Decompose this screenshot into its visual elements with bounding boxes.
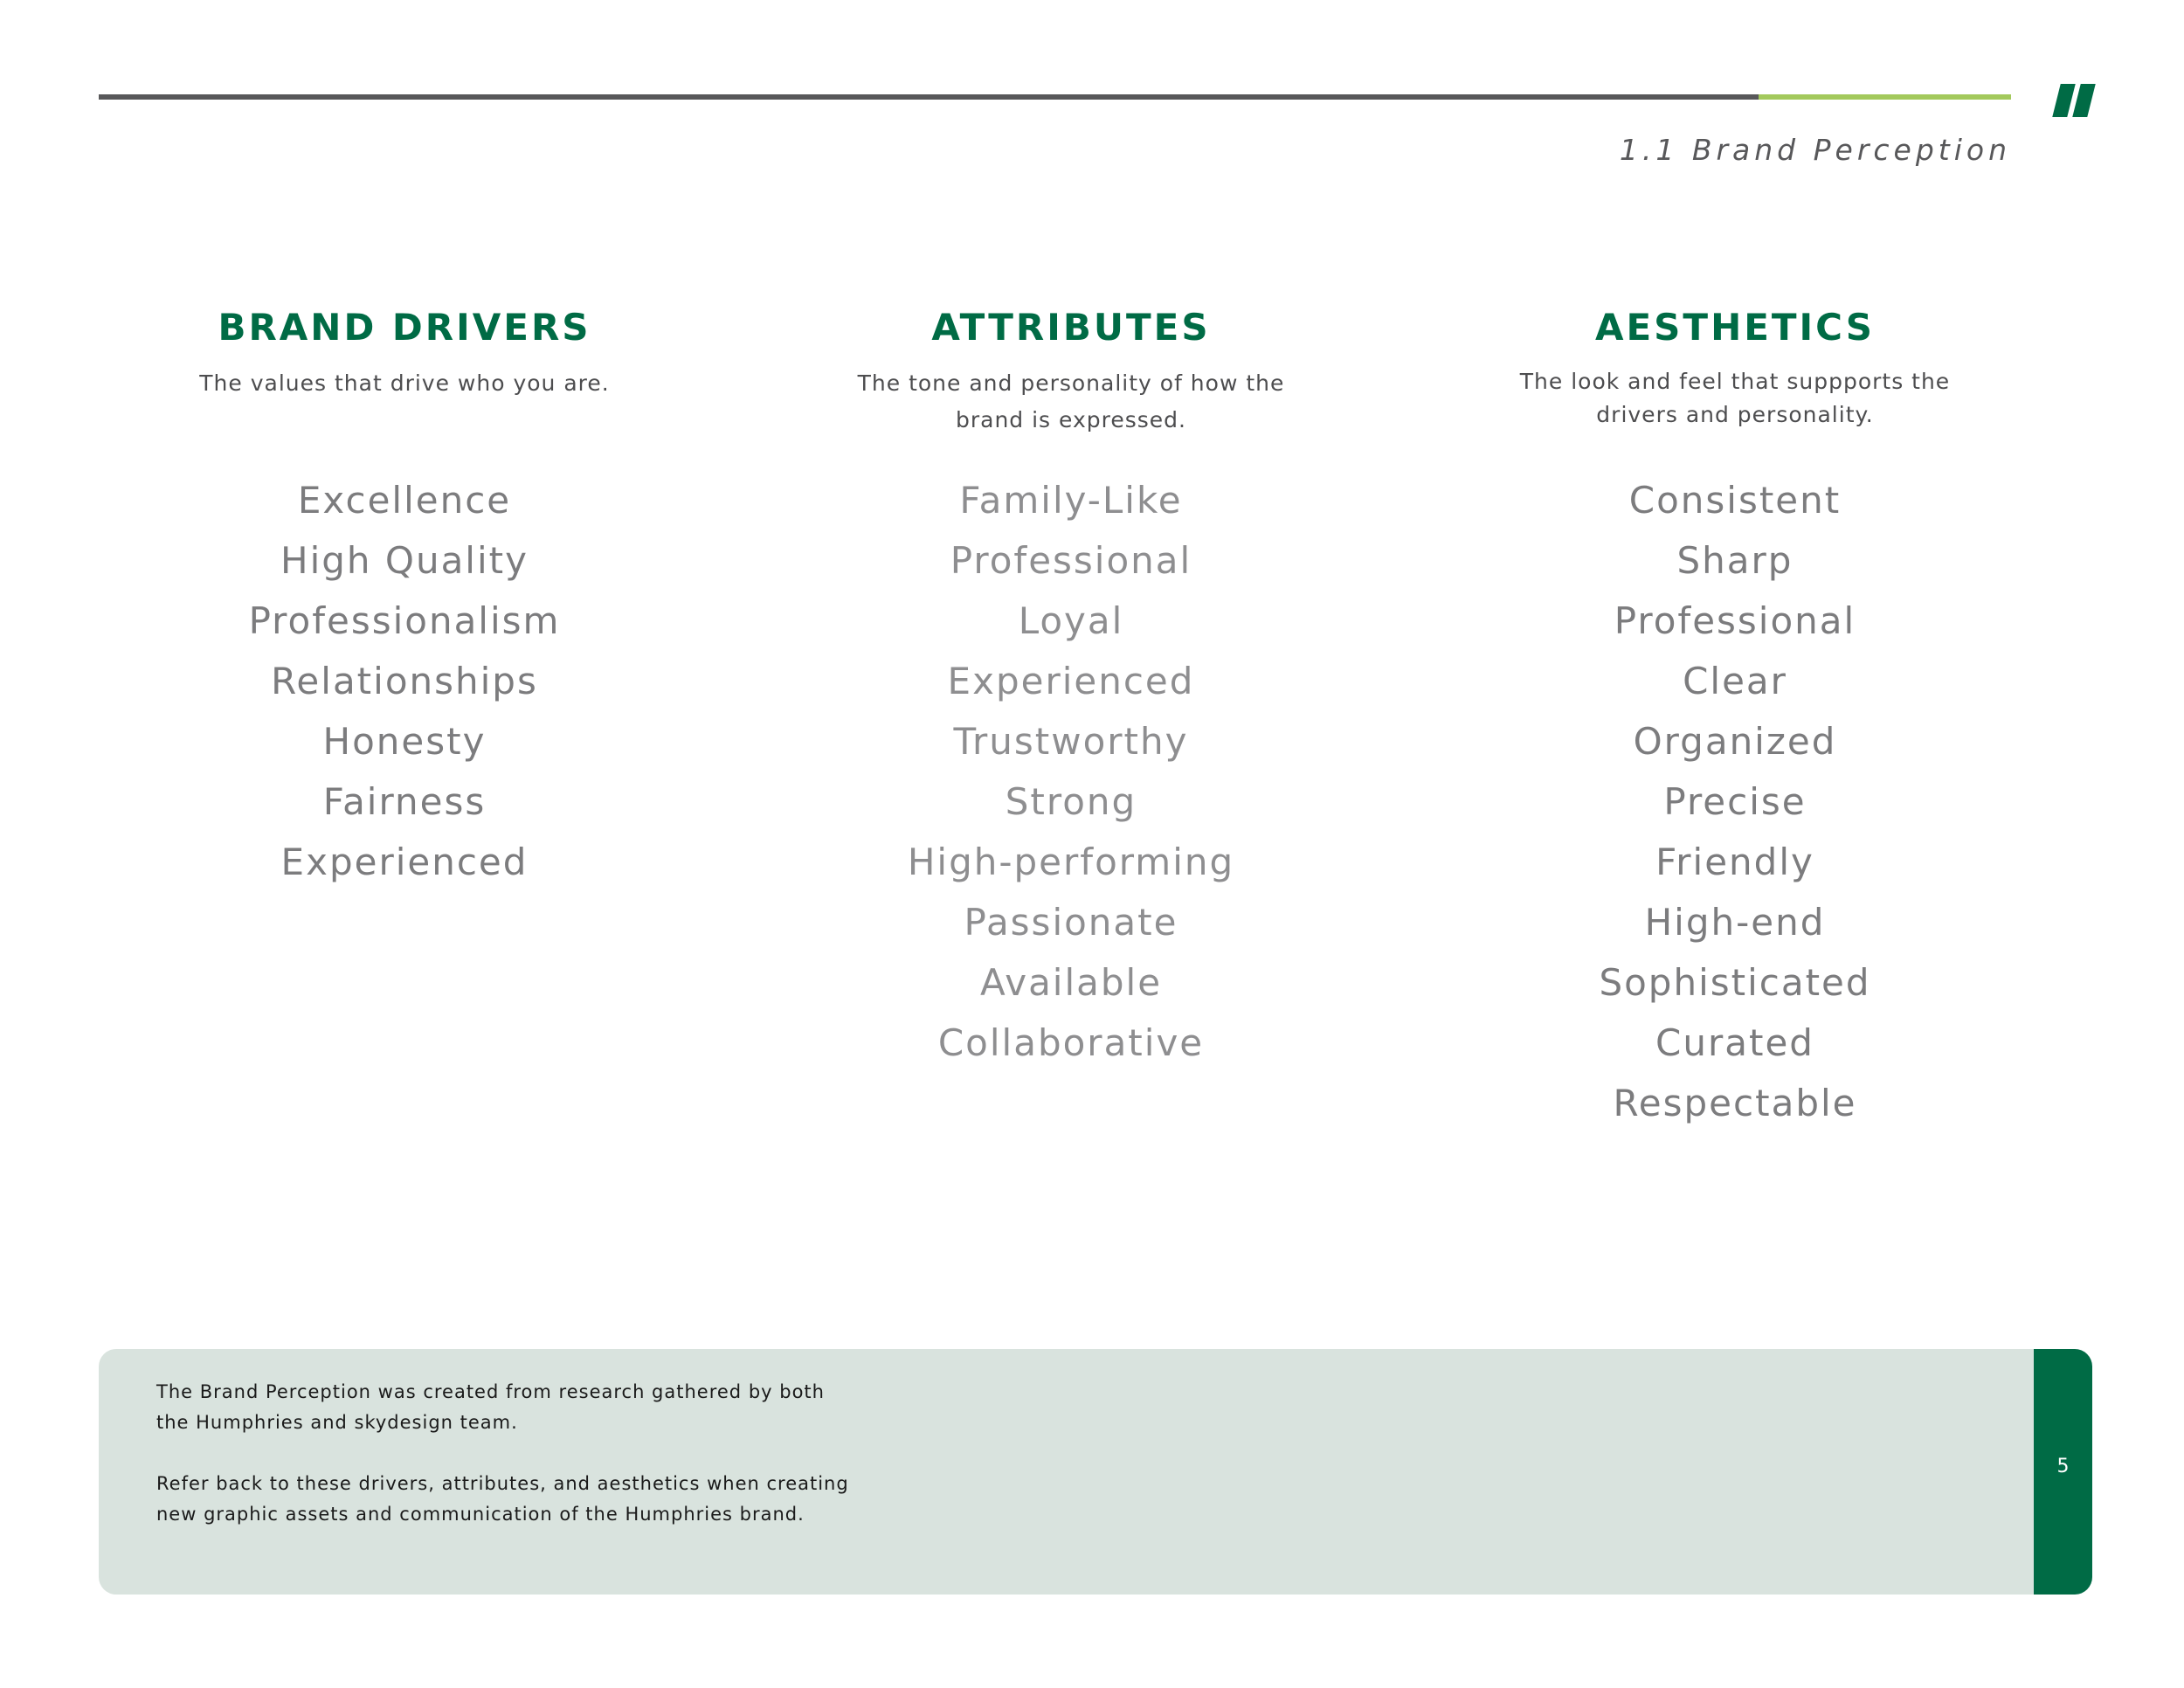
list-item: Sophisticated [1599,961,1871,1004]
list-item: Consistent [1628,479,1842,522]
list-item: Collaborative [937,1021,1205,1064]
list-item: High-performing [907,841,1235,883]
list-item: High Quality [280,539,529,582]
column-description: The tone and personality of how the brand is expressed. [857,370,1285,432]
header-rule [99,94,1759,100]
double-slash-logo-icon [2053,84,2095,117]
page-number: 5 [2056,1456,2070,1477]
column-title: ATTRIBUTES [931,306,1211,349]
list-item: Respectable [1613,1082,1857,1124]
column-list [809,470,1333,1073]
list-item: Relationships [271,660,538,702]
list-item: Organized [1633,720,1837,763]
list-item: Excellence [297,479,512,522]
list-item: Experienced [280,841,529,883]
footer-note-panel [99,1349,2092,1595]
list-item: Professional [950,539,1192,582]
list-item: Fairness [322,780,487,823]
page-tab [2034,1349,2092,1595]
list-item: Trustworthy [953,720,1189,763]
aesthetics-column [1473,306,1997,1133]
footer-paragraph: Refer back to these drivers, attributes, and aesthetics when creating new graphic assets and communication of the Humphries brand. [156,1473,849,1525]
list-item: Loyal [1018,599,1124,642]
footer-paragraph: The Brand Perception was created from research gathered by both the Humphries and skydesign team. [156,1381,825,1433]
list-item: Precise [1663,780,1807,823]
column-list [1473,470,1997,1133]
column-list [142,470,667,892]
brand-drivers-column [142,306,667,892]
list-item: Honesty [322,720,487,763]
attributes-column [809,306,1333,1073]
section-label: 1.1 Brand Perception [1619,133,2011,167]
list-item: Professionalism [248,599,561,642]
list-item: Experienced [947,660,1195,702]
header-rule-accent [1759,94,2011,100]
list-item: Professional [1614,599,1856,642]
list-item: High-end [1644,901,1826,944]
list-item: Strong [1005,780,1137,823]
list-item: Clear [1683,660,1787,702]
list-item: Curated [1655,1021,1814,1064]
list-item: Available [979,961,1163,1004]
list-item: Friendly [1655,841,1814,883]
column-description: The look and feel that suppports the drivers and personality. [1519,369,1951,427]
list-item: Sharp [1676,539,1794,582]
footer-text [156,1377,855,1560]
column-title: AESTHETICS [1594,306,1876,349]
list-item: Family-Like [959,479,1183,522]
list-item: Passionate [964,901,1178,944]
column-title: BRAND DRIVERS [218,306,591,349]
column-description: The values that drive who you are. [199,370,610,396]
